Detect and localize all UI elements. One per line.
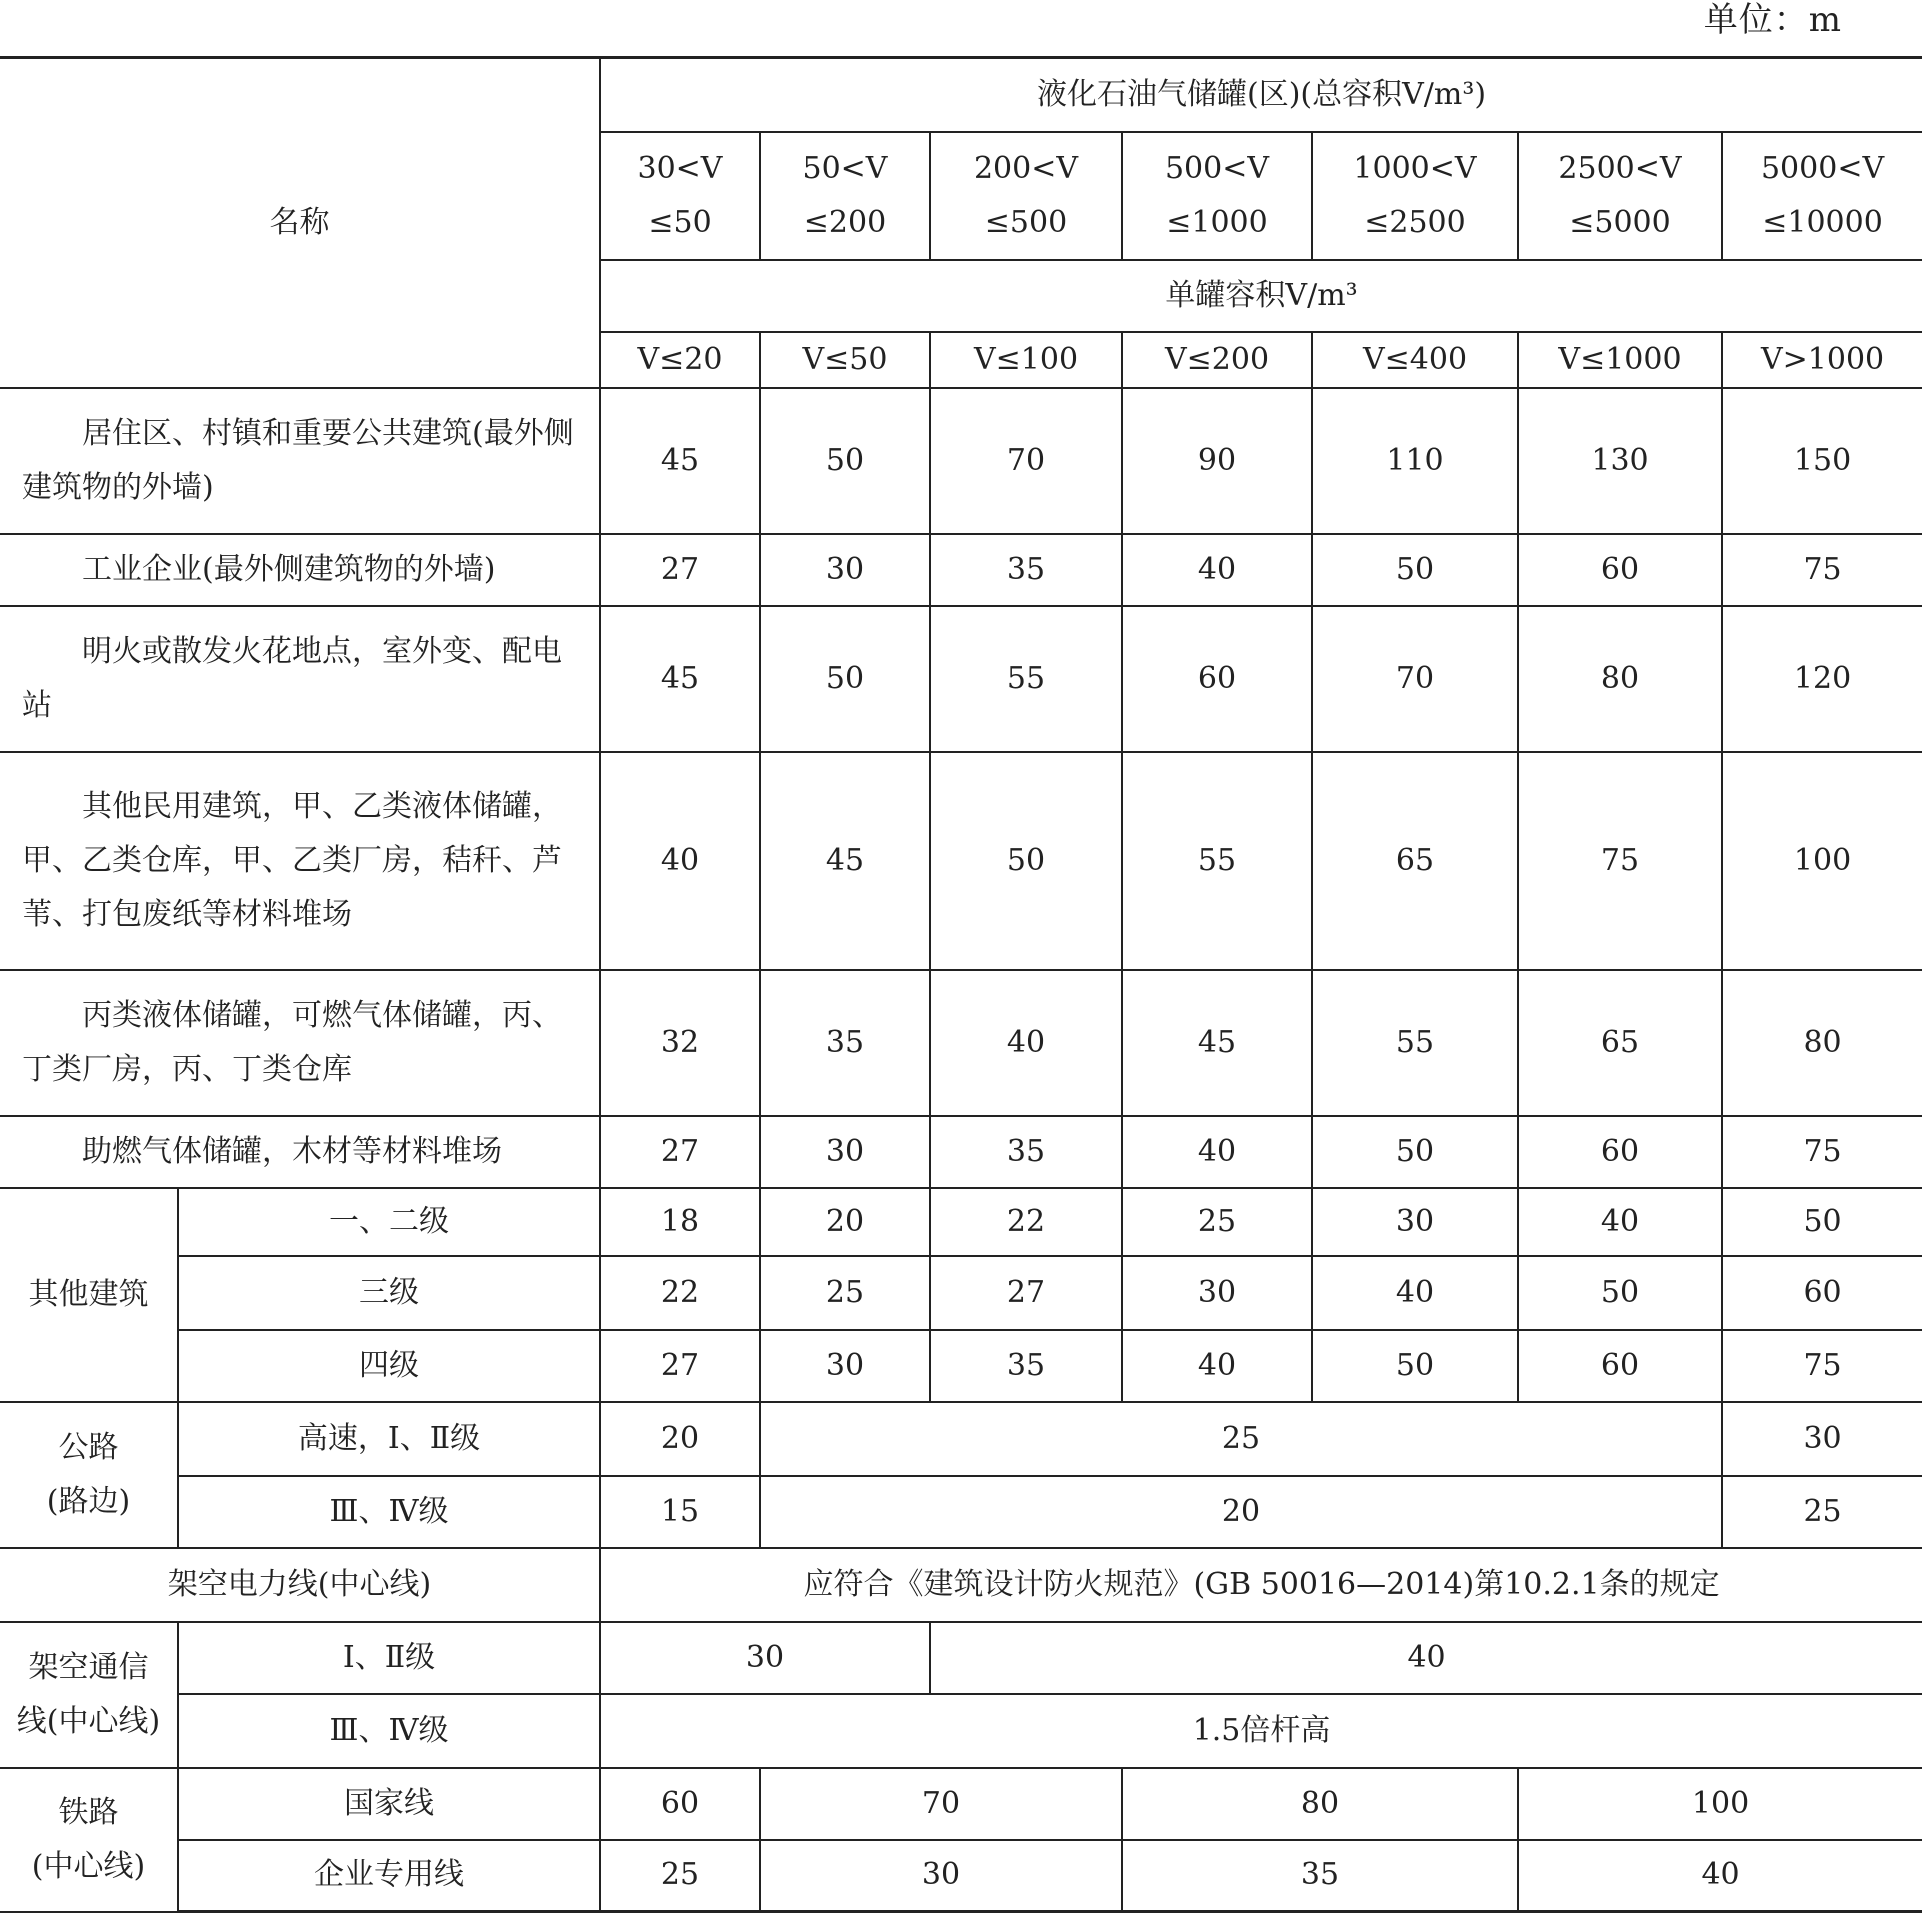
value-cell: 18 [600, 1188, 760, 1256]
value-cell: 20 [760, 1476, 1722, 1548]
value-cell: 40 [1122, 1330, 1312, 1402]
table-row [0, 1548, 1922, 1622]
value-cell: 40 [1122, 534, 1312, 606]
single-range-cell: V>1000 [1722, 332, 1922, 388]
value-cell: 80 [1518, 606, 1722, 752]
value-cell: 30 [1312, 1188, 1518, 1256]
value-cell: 27 [600, 1330, 760, 1402]
value-cell: 50 [1312, 534, 1518, 606]
value-cell: 40 [1312, 1256, 1518, 1330]
value-cell: 35 [760, 970, 930, 1116]
single-range-cell: V≤50 [760, 332, 930, 388]
distance-table [0, 56, 1922, 1913]
value-cell: 45 [600, 606, 760, 752]
single-range-cell: V≤1000 [1518, 332, 1722, 388]
single-range-cell: V≤20 [600, 332, 760, 388]
total-range-cell: 50<V ≤200 [760, 132, 930, 260]
value-cell: 30 [1122, 1256, 1312, 1330]
value-cell: 22 [600, 1256, 760, 1330]
value-cell: 55 [1122, 752, 1312, 970]
value-cell: 35 [930, 534, 1122, 606]
value-cell: 65 [1518, 970, 1722, 1116]
value-cell: 30 [760, 1330, 930, 1402]
total-range-cell: 500<V ≤1000 [1122, 132, 1312, 260]
value-cell: 40 [1518, 1840, 1922, 1912]
value-cell: 70 [1312, 606, 1518, 752]
table-row [0, 388, 1922, 534]
value-cell: 130 [1518, 388, 1722, 534]
table-row [0, 1402, 1922, 1476]
value-cell: 55 [1312, 970, 1518, 1116]
value-cell: 25 [1122, 1188, 1312, 1256]
total-range-cell: 2500<V ≤5000 [1518, 132, 1722, 260]
value-cell: 50 [760, 606, 930, 752]
row-label: 工业企业(最外侧建筑物的外墙) [0, 534, 600, 606]
value-cell: 75 [1722, 1330, 1922, 1402]
comm-line-label: 架空通信 线(中心线) [0, 1622, 178, 1768]
value-cell: 20 [600, 1402, 760, 1476]
value-cell: 25 [600, 1840, 760, 1912]
value-cell: 27 [600, 1116, 760, 1188]
value-cell: 22 [930, 1188, 1122, 1256]
value-cell: 50 [1722, 1188, 1922, 1256]
sub-label: 高速，Ⅰ、Ⅱ级 [178, 1402, 600, 1476]
value-cell: 35 [930, 1116, 1122, 1188]
sub-label: 三级 [178, 1256, 600, 1330]
value-cell: 60 [1518, 1116, 1722, 1188]
value-cell: 100 [1518, 1768, 1922, 1840]
value-cell: 35 [930, 1330, 1122, 1402]
value-cell: 50 [1312, 1116, 1518, 1188]
value-cell: 60 [1122, 606, 1312, 752]
value-cell: 60 [600, 1768, 760, 1840]
value-cell: 75 [1722, 534, 1922, 606]
value-cell: 30 [760, 1116, 930, 1188]
value-cell: 40 [930, 970, 1122, 1116]
value-cell: 20 [760, 1188, 930, 1256]
value-cell: 150 [1722, 388, 1922, 534]
sub-label: 一、二级 [178, 1188, 600, 1256]
value-cell: 100 [1722, 752, 1922, 970]
value-cell: 110 [1312, 388, 1518, 534]
value-cell: 30 [760, 1840, 1122, 1912]
value-cell: 40 [1122, 1116, 1312, 1188]
value-cell: 27 [600, 534, 760, 606]
value-cell: 60 [1518, 534, 1722, 606]
table-row [0, 752, 1922, 970]
value-cell: 60 [1518, 1330, 1722, 1402]
road-label: 公路 (路边) [0, 1402, 178, 1548]
row-label: 其他民用建筑，甲、乙类液体储罐，甲、乙类仓库，甲、乙类厂房，秸秆、芦苇、打包废纸等材料堆场 [0, 752, 600, 970]
value-cell: 60 [1722, 1256, 1922, 1330]
table-row [0, 606, 1922, 752]
value-cell: 40 [600, 752, 760, 970]
value-cell: 45 [600, 388, 760, 534]
row-label: 居住区、村镇和重要公共建筑(最外侧建筑物的外墙) [0, 388, 600, 534]
table-row [0, 534, 1922, 606]
value-cell: 120 [1722, 606, 1922, 752]
sub-label: 国家线 [178, 1768, 600, 1840]
railway-label: 铁路 (中心线) [0, 1768, 178, 1912]
table-row [0, 1330, 1922, 1402]
value-cell: 70 [760, 1768, 1122, 1840]
value-cell: 15 [600, 1476, 760, 1548]
value-cell: 25 [1722, 1476, 1922, 1548]
power-line-value: 应符合《建筑设计防火规范》(GB 50016—2014)第10.2.1条的规定 [600, 1548, 1922, 1622]
value-cell: 30 [760, 534, 930, 606]
value-cell: 40 [930, 1622, 1922, 1694]
table-row [0, 1840, 1922, 1912]
row-label: 明火或散发火花地点，室外变、配电站 [0, 606, 600, 752]
sub-label: 企业专用线 [178, 1840, 600, 1912]
sub-label: Ⅲ、Ⅳ级 [178, 1476, 600, 1548]
sub-label: Ⅰ、Ⅱ级 [178, 1622, 600, 1694]
table-row [0, 970, 1922, 1116]
value-cell: 27 [930, 1256, 1122, 1330]
unit-label: 单位：m [1703, 0, 1842, 40]
value-cell: 1.5倍杆高 [600, 1694, 1922, 1768]
value-cell: 30 [600, 1622, 930, 1694]
total-range-cell: 1000<V ≤2500 [1312, 132, 1518, 260]
table-row [0, 1768, 1922, 1840]
value-cell: 75 [1722, 1116, 1922, 1188]
value-cell: 45 [1122, 970, 1312, 1116]
value-cell: 80 [1722, 970, 1922, 1116]
value-cell: 55 [930, 606, 1122, 752]
sub-label: 四级 [178, 1330, 600, 1402]
single-range-cell: V≤400 [1312, 332, 1518, 388]
total-range-cell: 200<V ≤500 [930, 132, 1122, 260]
table-row [0, 1694, 1922, 1768]
table-row [0, 1622, 1922, 1694]
power-line-label: 架空电力线(中心线) [0, 1548, 600, 1622]
other-buildings-label: 其他建筑 [0, 1188, 178, 1402]
row-label: 助燃气体储罐，木材等材料堆场 [0, 1116, 600, 1188]
value-cell: 32 [600, 970, 760, 1116]
value-cell: 75 [1518, 752, 1722, 970]
single-range-cell: V≤200 [1122, 332, 1312, 388]
header-single-capacity: 单罐容积V/m³ [600, 260, 1922, 332]
row-label: 丙类液体储罐，可燃气体储罐，丙、丁类厂房，丙、丁类仓库 [0, 970, 600, 1116]
single-range-cell: V≤100 [930, 332, 1122, 388]
value-cell: 70 [930, 388, 1122, 534]
value-cell: 50 [1518, 1256, 1722, 1330]
table-row [0, 1256, 1922, 1330]
total-range-cell: 30<V ≤50 [600, 132, 760, 260]
value-cell: 50 [1312, 1330, 1518, 1402]
table-row [0, 1188, 1922, 1256]
value-cell: 65 [1312, 752, 1518, 970]
value-cell: 50 [760, 388, 930, 534]
sub-label: Ⅲ、Ⅳ级 [178, 1694, 600, 1768]
value-cell: 50 [930, 752, 1122, 970]
header-total-capacity: 液化石油气储罐(区)(总容积V/m³) [600, 58, 1922, 132]
value-cell: 35 [1122, 1840, 1518, 1912]
value-cell: 25 [760, 1402, 1722, 1476]
value-cell: 45 [760, 752, 930, 970]
value-cell: 25 [760, 1256, 930, 1330]
header-name: 名称 [0, 58, 600, 388]
value-cell: 80 [1122, 1768, 1518, 1840]
value-cell: 40 [1518, 1188, 1722, 1256]
value-cell: 90 [1122, 388, 1312, 534]
table-row [0, 1116, 1922, 1188]
total-range-cell: 5000<V ≤10000 [1722, 132, 1922, 260]
table-row [0, 1476, 1922, 1548]
value-cell: 30 [1722, 1402, 1922, 1476]
